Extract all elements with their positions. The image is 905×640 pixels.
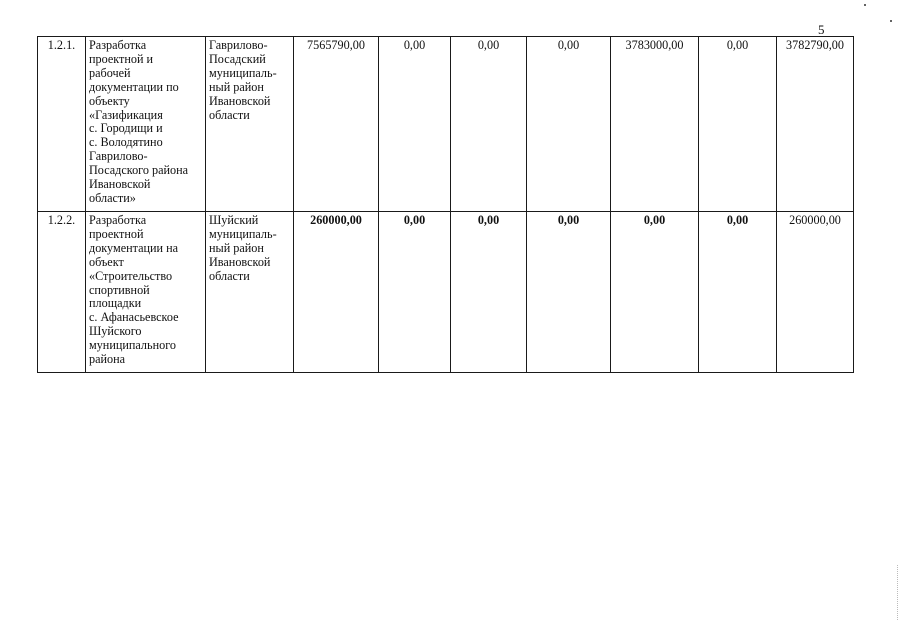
amount-cell: 0,00: [527, 212, 611, 373]
scan-edge-mark: [897, 565, 899, 620]
amount-cell: 0,00: [379, 37, 451, 212]
page-number: 5: [818, 22, 825, 37]
executor-name: Гаврилово- Посадский муниципаль- ный район Ивановской области: [206, 37, 294, 212]
table-row: [38, 37, 854, 212]
amount-cell: 0,00: [611, 212, 699, 373]
scan-speck: [864, 4, 866, 6]
executor-name: Шуйский муниципаль- ный район Ивановской области: [206, 212, 294, 373]
table-row: [38, 212, 854, 373]
row-number: 1.2.1.: [38, 37, 86, 212]
amount-cell: 0,00: [699, 37, 777, 212]
activity-name: Разработка проектной документации на объект «Строительство спортивной площадки с. Афанасьевское Шуйского муниципального района: [86, 212, 206, 373]
activity-name: Разработка проектной и рабочей документации по объекту «Газификация с. Городищи и с. Володятино Гаврилово- Посадского района Ивановской области»: [86, 37, 206, 212]
amount-cell: 260000,00: [777, 212, 854, 373]
budget-table: [37, 36, 854, 373]
total-amount: 7565790,00: [294, 37, 379, 212]
amount-cell: 0,00: [699, 212, 777, 373]
total-amount: 260000,00: [294, 212, 379, 373]
amount-cell: 3782790,00: [777, 37, 854, 212]
amount-cell: 0,00: [379, 212, 451, 373]
amount-cell: 0,00: [451, 37, 527, 212]
amount-cell: 0,00: [527, 37, 611, 212]
row-number: 1.2.2.: [38, 212, 86, 373]
amount-cell: 3783000,00: [611, 37, 699, 212]
scan-speck: [890, 20, 892, 22]
amount-cell: 0,00: [451, 212, 527, 373]
